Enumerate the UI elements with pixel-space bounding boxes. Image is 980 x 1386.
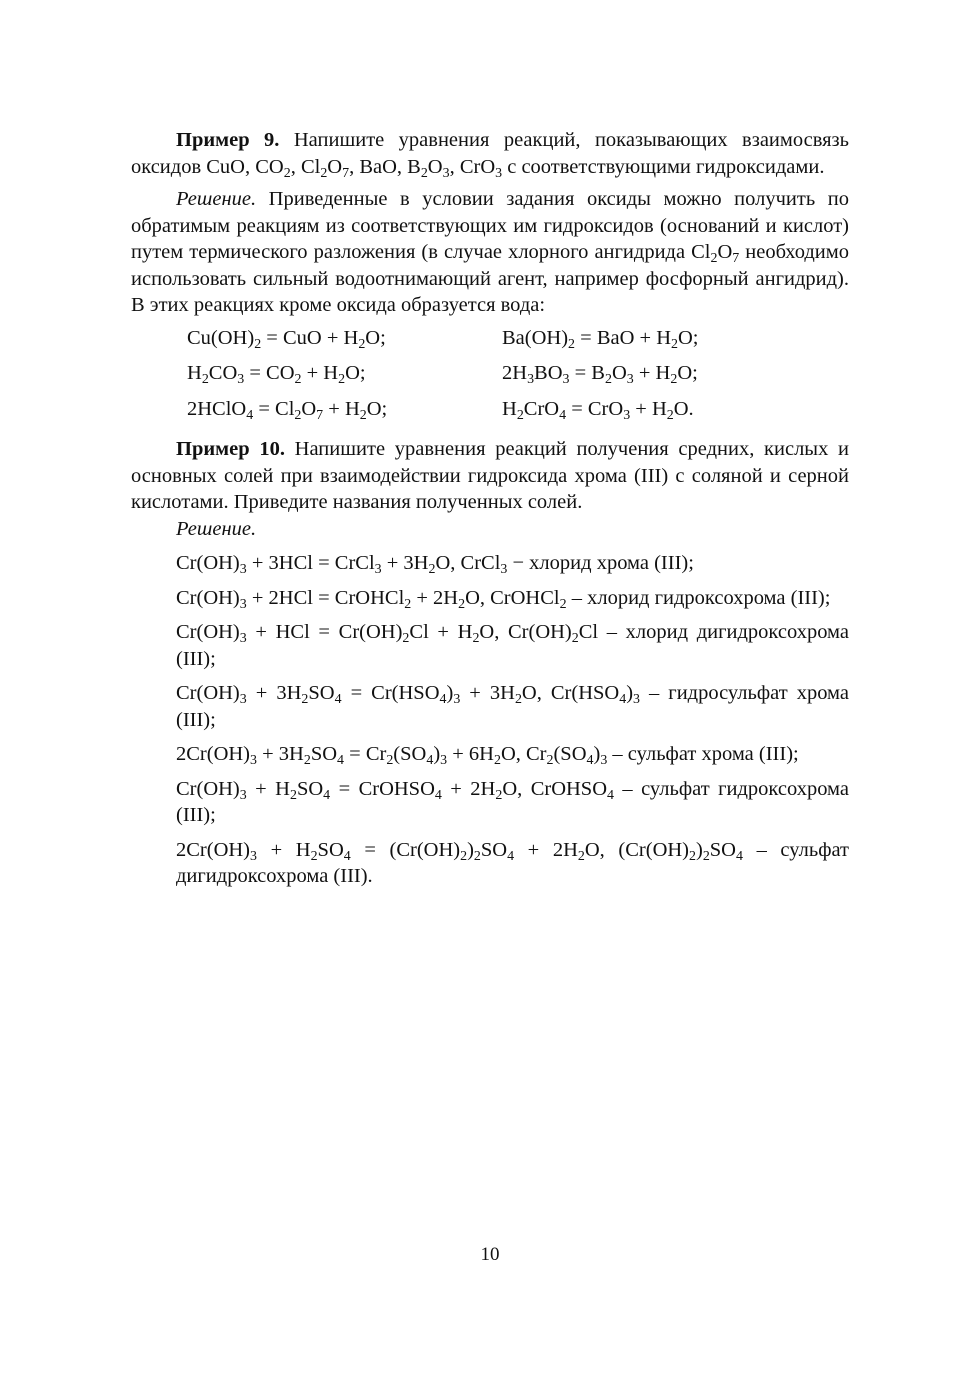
equation: $H_2CO_3 = CO_2 + H_2O$; <box>187 362 366 387</box>
reaction-line: $Cr(OH)_3 + 3H_2SO_4 = Cr(HSO_4)_3 + 3H_2O$, $Cr(HSO_4)_3$ – гидросульфат хрома (III); <box>176 682 849 731</box>
solution-label: Решение. <box>176 188 257 210</box>
example-10-paragraph <box>131 436 849 516</box>
reaction-line: $Cr(OH)_3 + 3HCl$ = CrCl$_3$ + $3H_2O$, CrCl$_3$ − хлорид хрома (III); <box>176 552 694 577</box>
reaction-line: $Cr(OH)_3 + 2HCl$ = CrOHCl$_2$ + $2H_2O$, CrOHCl$_2$ – хлорид гидроксохрома (III); <box>176 586 831 612</box>
example-10-solution <box>176 516 849 890</box>
example-9-text: Напишите уравнения реакций, показывающих взаимосвязь оксидов CuO, $CO_2$, $Cl_2O_7$, BaO, $B_2O_3$, CrO$_3$ с соответствующими гидроксидами. <box>131 129 850 181</box>
solution-label-line <box>176 516 849 543</box>
equation: $Cu(OH)_2$ = CuO + $H_2O$; <box>187 326 386 352</box>
equation: $H_2CrO_4 = CrO_3 + H_2O$. <box>502 397 694 423</box>
example-9-title: Пример 9. <box>176 129 280 151</box>
equation-grid <box>187 325 849 423</box>
solution-label: Решение. <box>176 517 257 540</box>
equation: $2H_3BO_3 = B_2O_3 + H_2O$; <box>502 362 698 387</box>
reaction-line: $Cr(OH)_3$ + HCl = $Cr(OH)_2Cl + H_2O$, $Cr(OH)_2Cl$ – хлорид дигидроксохрома (III); <box>176 621 849 670</box>
example-9-paragraph <box>131 127 849 180</box>
example-10-text: Напишите уравнения реакций получения средних, кислых и основных солей при взаимодействии гидроксида хрома (III) с соляной и серной кислотами. Приведите названия полученных солей. <box>131 438 849 513</box>
reaction-line: $Cr(OH)_3 + H_2SO_4$ = CrOHSO$_4$ + $2H_2O$, CrOHSO$_4$ – сульфат гидроксохрома (III); <box>176 777 849 826</box>
document-page <box>131 127 849 890</box>
example-10-title: Пример 10. <box>176 438 285 460</box>
equation: $Ba(OH)_2$ = BaO + $H_2O$; <box>502 326 699 352</box>
page-number: 10 <box>480 1244 500 1265</box>
example-9-solution-text: Приведенные в условии задания оксиды можно получить по обратимым реакциям из соответствующих им гидроксидов (оснований и кислот) путем термического разложения (в случае хлорного ангидрида $Cl_2O_7$ необходимо использовать сильный водоотнимающий агент, например фосфорный ангидрид). В этих реакциях кроме оксида образуется вода: <box>131 188 849 316</box>
reaction-line: $2Cr(OH)_3 + H_2SO_4 = (Cr(OH)_2)_2SO_4 + 2H_2O$, $(Cr(OH)_2)_2SO_4$ – сульфат дигидроксохрома (III). <box>176 838 850 887</box>
equation: 2HClO$_4$ = $Cl_2O_7 + H_2O$; <box>187 397 388 423</box>
reaction-line: $2Cr(OH)_3 + 3H_2SO_4 = Cr_2(SO_4)_3 + 6H_2O$, $Cr_2(SO_4)_3$ – сульфат хрома (III); <box>176 743 799 768</box>
example-9-solution <box>131 186 849 319</box>
